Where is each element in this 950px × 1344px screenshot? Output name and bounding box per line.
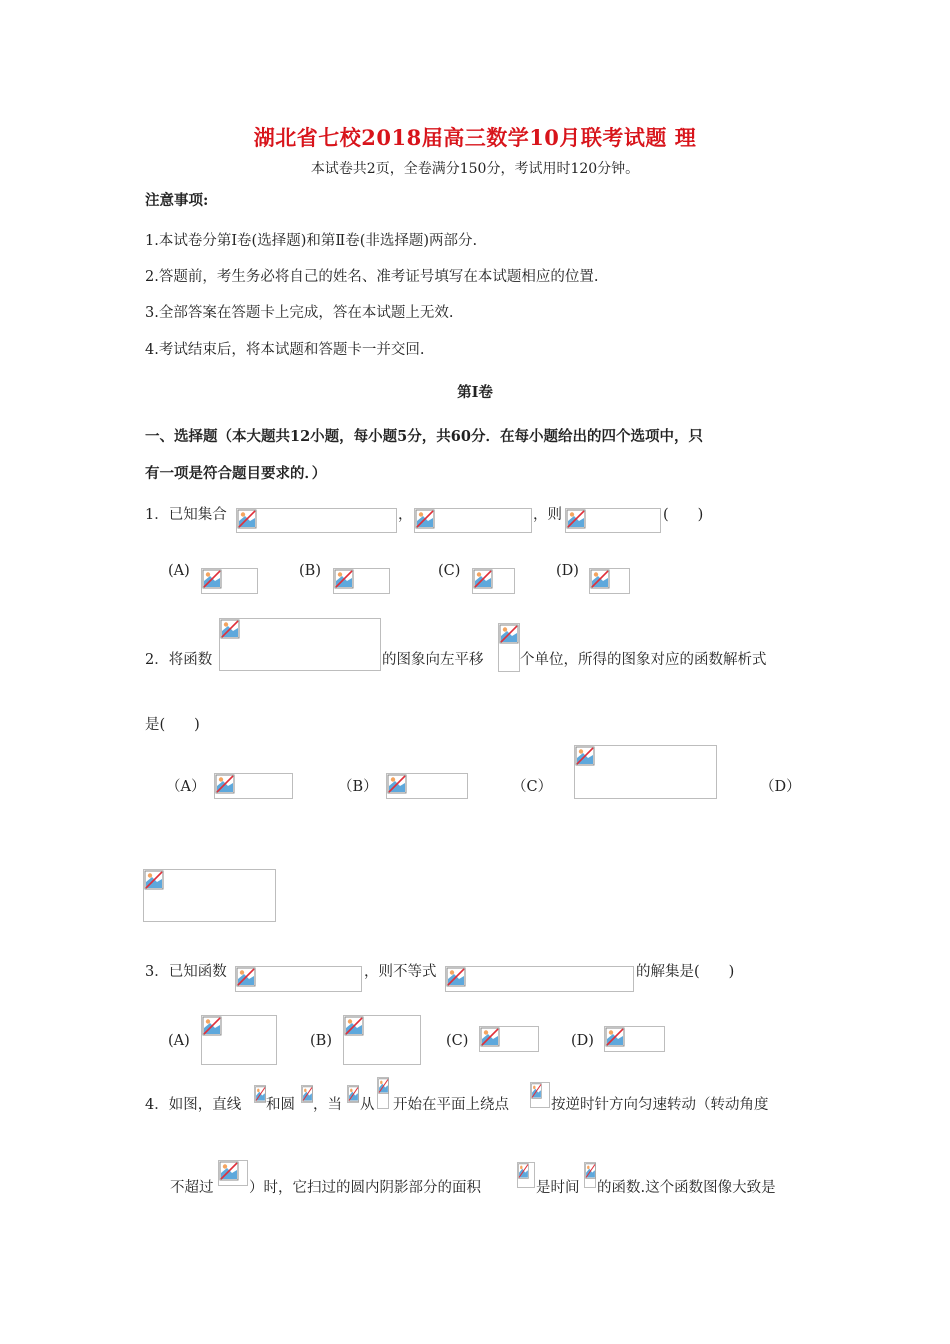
notice-item: 2.答题前，考生务必将自己的姓名、准考证号填写在本试题相应的位置.: [145, 269, 599, 285]
broken-image-icon: [202, 1016, 222, 1036]
option-label: （C）: [512, 779, 553, 795]
formula-image: [498, 623, 520, 672]
broken-image-icon: [480, 1027, 500, 1047]
broken-image-icon: [344, 1016, 364, 1036]
broken-image-icon: [575, 746, 595, 766]
section-intro: 有一项是符合题目要求的．）: [145, 465, 327, 482]
formula-image: [347, 1085, 359, 1103]
question-4-text: 开始在平面上绕点: [393, 1097, 509, 1113]
option-formula: [589, 568, 630, 594]
broken-image-icon: [387, 774, 407, 794]
question-4-line2: 是时间: [536, 1180, 580, 1196]
section-intro: 一、选择题（本大题共12小题，每小题5分，共60分．在每小题给出的四个选项中，只: [145, 428, 703, 445]
broken-image-icon: [220, 619, 240, 639]
broken-image-icon: [202, 569, 222, 589]
formula-image: [445, 966, 634, 992]
formula-image: [584, 1162, 596, 1188]
option-formula: [472, 568, 515, 594]
broken-image-icon: [531, 1083, 542, 1099]
broken-image-icon: [219, 1161, 239, 1181]
question-1-prefix: 1．已知集合: [145, 507, 227, 523]
broken-image-icon: [144, 870, 164, 890]
answer-paren: ( ): [663, 507, 704, 523]
notice-item: 1.本试卷分第Ⅰ卷(选择题)和第Ⅱ卷(非选择题)两部分.: [145, 233, 478, 249]
formula-image: [530, 1082, 550, 1108]
question-2-prefix: 2．将函数: [145, 652, 213, 668]
formula-image: [236, 508, 397, 533]
option-formula: [214, 773, 293, 799]
option-formula: [143, 869, 276, 922]
broken-image-icon: [499, 624, 519, 644]
broken-image-icon: [215, 774, 235, 794]
part-title: 第Ⅰ卷: [457, 384, 493, 401]
formula-image: [218, 1160, 248, 1186]
formula-image: [235, 966, 362, 992]
option-label: (C): [438, 563, 461, 579]
option-formula: [574, 745, 717, 799]
option-label: (C): [446, 1033, 469, 1049]
option-formula: [386, 773, 468, 799]
option-formula: [604, 1026, 665, 1052]
notice-item: 4.考试结束后，将本试题和答题卡一并交回.: [145, 342, 425, 358]
separator: ，: [398, 507, 413, 523]
formula-image: [414, 508, 532, 533]
option-formula: [343, 1015, 421, 1065]
question-3-text: ，则不等式: [364, 964, 437, 980]
question-4-prefix: 4．如图，直线: [145, 1097, 242, 1113]
option-formula: [201, 1015, 277, 1065]
broken-image-icon: [302, 1086, 313, 1102]
broken-image-icon: [518, 1163, 529, 1179]
question-4-line2: ）时，它扫过的圆内阴影部分的面积: [249, 1180, 481, 1196]
broken-image-icon: [236, 967, 256, 987]
option-label: (B): [310, 1033, 332, 1049]
broken-image-icon: [605, 1027, 625, 1047]
question-4-text: 按逆时针方向匀速转动（转动角度: [551, 1097, 769, 1113]
question-2-line2: 是( ): [145, 717, 200, 733]
question-4-line2: 的函数.这个函数图像大致是: [597, 1180, 776, 1196]
option-label: （B）: [338, 779, 378, 795]
broken-image-icon: [585, 1163, 596, 1179]
question-2-text: 的图象向左平移: [382, 652, 484, 668]
option-label: (A): [168, 1033, 190, 1049]
option-label: （A）: [166, 779, 206, 795]
document-subtitle: 本试卷共2页，全卷满分150分，考试用时120分钟。: [310, 161, 640, 177]
option-formula: [201, 568, 258, 594]
option-formula: [333, 568, 390, 594]
option-formula: [479, 1026, 539, 1052]
formula-image: [219, 618, 381, 671]
option-label: （D）: [760, 779, 801, 795]
broken-image-icon: [473, 569, 493, 589]
separator: ，则: [533, 507, 562, 523]
question-4-text: 和圆: [266, 1097, 295, 1113]
question-3-text: 的解集是( ): [636, 964, 735, 980]
broken-image-icon: [334, 569, 354, 589]
broken-image-icon: [348, 1086, 359, 1102]
question-2-text: 个单位，所得的图象对应的函数解析式: [520, 652, 767, 668]
formula-image: [377, 1077, 389, 1109]
option-label: (A): [168, 563, 190, 579]
formula-image: [301, 1085, 313, 1103]
option-label: (D): [571, 1033, 594, 1049]
option-label: (B): [299, 563, 321, 579]
broken-image-icon: [237, 509, 257, 529]
formula-image: [517, 1162, 535, 1188]
broken-image-icon: [446, 967, 466, 987]
option-label: (D): [556, 563, 579, 579]
formula-image: [565, 508, 661, 533]
broken-image-icon: [590, 569, 610, 589]
question-4-text: ，当: [313, 1097, 342, 1113]
question-4-text: 从: [360, 1097, 375, 1113]
broken-image-icon: [415, 509, 435, 529]
question-3-prefix: 3．已知函数: [145, 964, 227, 980]
broken-image-icon: [378, 1078, 389, 1094]
document-title: 湖北省七校2018届高三数学10月联考试题 理: [253, 125, 697, 150]
question-4-line2: 不超过: [170, 1180, 214, 1196]
formula-image: [254, 1085, 266, 1103]
notice-heading: 注意事项:: [145, 192, 209, 209]
broken-image-icon: [566, 509, 586, 529]
notice-item: 3.全部答案在答题卡上完成，答在本试题上无效.: [145, 305, 454, 321]
broken-image-icon: [255, 1086, 266, 1102]
